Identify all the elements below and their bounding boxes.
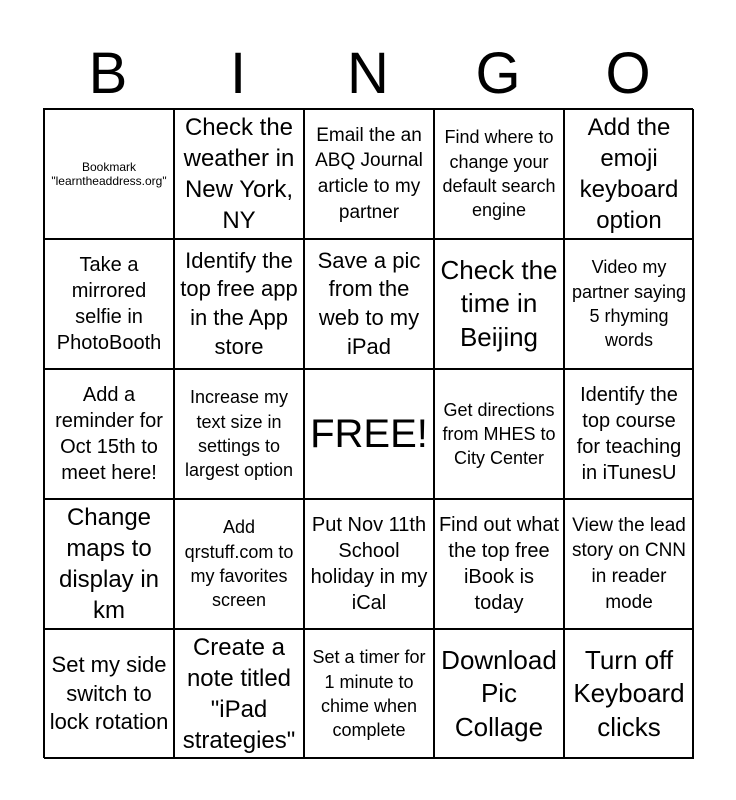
bingo-cell: Increase my text size in settings to largest option	[174, 369, 304, 499]
bingo-cell: View the lead story on CNN in reader mode	[564, 499, 694, 629]
bingo-cell: Video my partner saying 5 rhyming words	[564, 239, 694, 369]
bingo-cell: Email the an ABQ Journal article to my partner	[304, 109, 434, 239]
header-letter-n: N	[347, 41, 389, 106]
free-space: FREE!	[304, 369, 434, 499]
bingo-cell: Take a mirrored selfie in PhotoBooth	[44, 239, 174, 369]
bingo-cell: Set a timer for 1 minute to chime when complete	[304, 629, 434, 759]
bingo-cell: Add the emoji keyboard option	[564, 109, 694, 239]
bingo-cell: Check the weather in New York, NY	[174, 109, 304, 239]
bingo-board	[43, 108, 693, 758]
bingo-cell: Add qrstuff.com to my favorites screen	[174, 499, 304, 629]
bingo-cell: Check the time in Beijing	[434, 239, 564, 369]
bingo-cell: Identify the top course for teaching in iTunesU	[564, 369, 694, 499]
bingo-cell: Save a pic from the web to my iPad	[304, 239, 434, 369]
bingo-cell: Find out what the top free iBook is today	[434, 499, 564, 629]
bingo-header	[43, 40, 693, 108]
bingo-cell: Change maps to display in km	[44, 499, 174, 629]
bingo-cell: Set my side switch to lock rotation	[44, 629, 174, 759]
bingo-cell: Get directions from MHES to City Center	[434, 369, 564, 499]
header-letter-b: B	[88, 41, 128, 106]
bingo-cell: Turn off Keyboard clicks	[564, 629, 694, 759]
header-letter-i: I	[229, 41, 247, 106]
bingo-cell: Add a reminder for Oct 15th to meet here!	[44, 369, 174, 499]
bingo-cell: Bookmark "learntheaddress.org"	[44, 109, 174, 239]
bingo-cell: Download Pic Collage	[434, 629, 564, 759]
bingo-cell: Create a note titled "iPad strategies"	[174, 629, 304, 759]
header-letter-g: G	[475, 41, 521, 106]
header-letter-o: O	[605, 41, 651, 106]
bingo-cell: Identify the top free app in the App store	[174, 239, 304, 369]
bingo-cell: Put Nov 11th School holiday in my iCal	[304, 499, 434, 629]
bingo-cell: Find where to change your default search engine	[434, 109, 564, 239]
